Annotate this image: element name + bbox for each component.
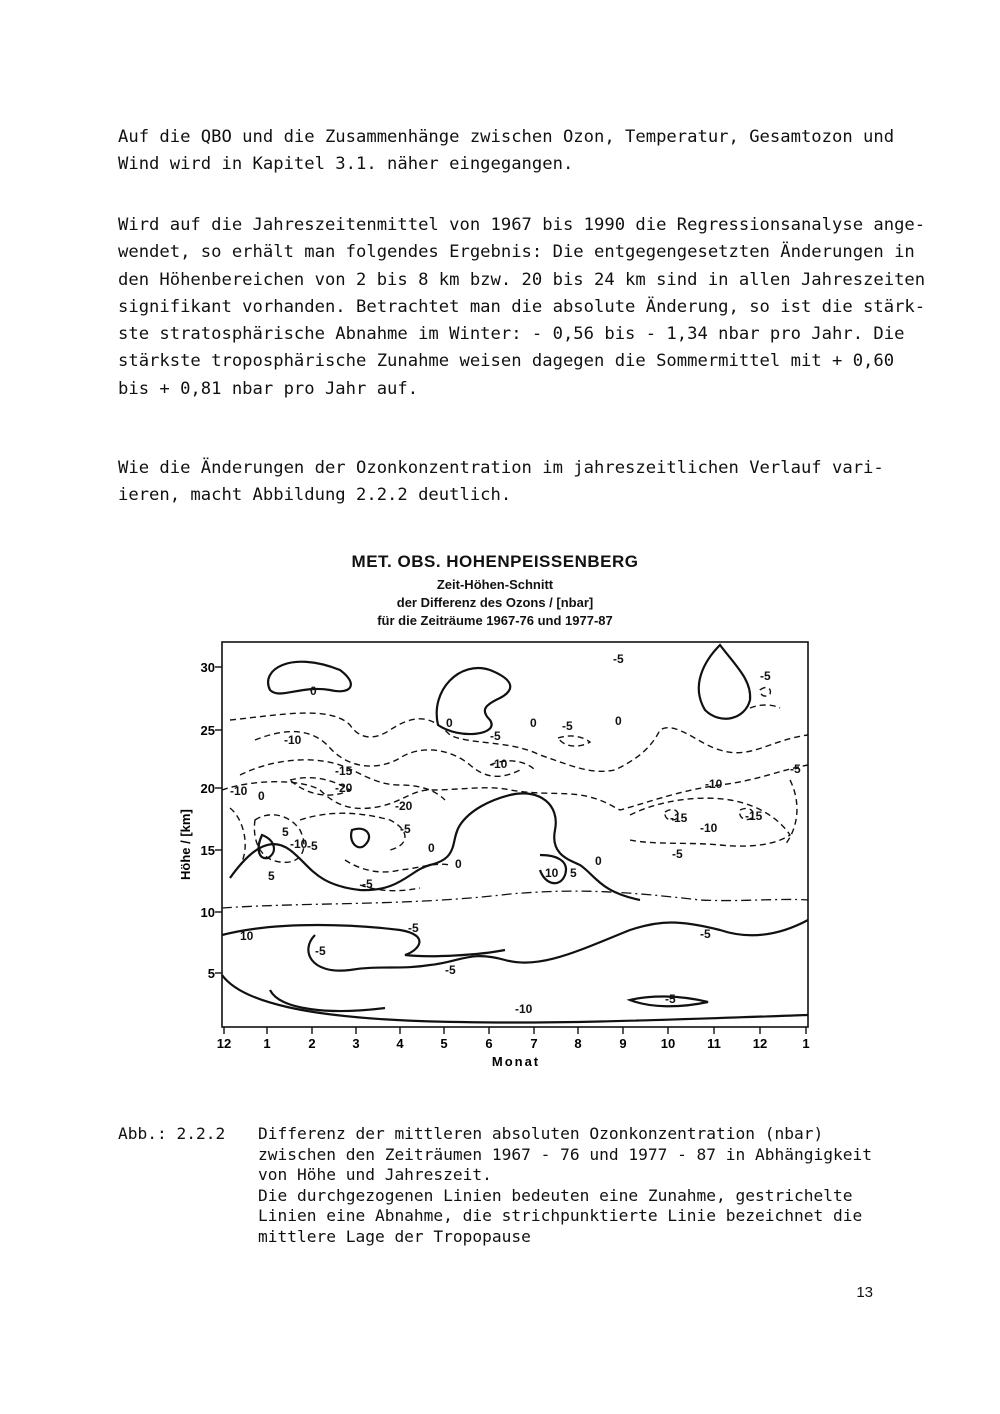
contour-line: [750, 705, 780, 708]
contour-line: [230, 808, 245, 865]
contour-label: -20: [395, 799, 413, 813]
contour-label: -10: [284, 733, 302, 747]
contour-label: -5: [672, 847, 683, 861]
contour-label: -10: [700, 821, 718, 835]
page-number: 13: [856, 1284, 873, 1301]
x-tick-labels: [217, 1036, 810, 1051]
figure-title: MET. OBS. HOHENPEISSENBERG: [351, 552, 639, 571]
text-line: Wird auf die Jahreszeitenmittel von 1967 bis 1990 die Regressionsanalyse ange-: [118, 215, 926, 235]
x-tick-label: 6: [485, 1036, 493, 1051]
y-axis-label: Höhe / [km]: [178, 809, 193, 880]
contour-label: -10: [230, 784, 248, 798]
contour-line: [760, 687, 770, 696]
caption-line: Die durchgezogenen Linien bedeuten eine Zunahme, gestrichelte: [258, 1185, 853, 1205]
text-line: den Höhenbereichen von 2 bis 8 km bzw. 20 bis 24 km sind in allen Jahreszeiten: [118, 269, 926, 290]
figure-subtitle: Zeit-Höhen-Schnitt: [436, 577, 554, 592]
figure-subtitle: der Differenz des Ozons / [nbar]: [396, 595, 594, 610]
text-line: Wie die Änderungen der Ozonkonzentration im jahreszeitlichen Verlauf vari-: [118, 458, 884, 478]
caption-line: zwischen den Zeiträumen 1967 - 76 und 1977 - 87 in Abhängigkeit: [258, 1144, 872, 1164]
contour-label: -5: [760, 669, 771, 683]
tropopause-line: [222, 891, 808, 908]
text-line: signifikant vorhanden. Betrachtet man die absolute Änderung, so ist die stärk-: [118, 296, 926, 317]
contour-label: -15: [670, 811, 688, 825]
y-tick-label: 15: [200, 843, 215, 858]
text-line: bis + 0,81 nbar pro Jahr auf.: [118, 378, 419, 399]
x-tick-label: 9: [619, 1036, 627, 1051]
x-tick-label: 1: [263, 1036, 271, 1051]
x-tick-label: 3: [352, 1036, 360, 1051]
solid-contours: [222, 645, 808, 1023]
y-tick-label: 25: [200, 723, 215, 738]
caption-line: mittlere Lage der Tropopause: [258, 1226, 531, 1246]
x-tick-label: 8: [574, 1036, 582, 1051]
contour-label: -5: [315, 944, 326, 958]
contour-label: 0: [446, 716, 453, 730]
y-tick-label: 30: [200, 660, 215, 675]
text-line: ste stratosphärische Abnahme im Winter: - 0,56 bis - 1,34 nbar pro Jahr. Die: [118, 324, 905, 345]
contour-line: [558, 736, 590, 746]
y-tick-labels: [201, 660, 215, 981]
contour-label: 0: [428, 841, 435, 855]
text-line: Auf die QBO und die Zusammenhänge zwischen Ozon, Temperatur, Gesamtozon und: [118, 127, 895, 147]
x-tick-label: 7: [530, 1036, 538, 1051]
text-line: stärkste troposphärische Zunahme weisen dagegen die Sommermittel mit + 0,60: [118, 351, 895, 372]
contour-figure: [160, 630, 820, 1070]
contour-label: -10: [290, 837, 308, 851]
text-line: Wind wird in Kapitel 3.1. näher eingegangen.: [118, 154, 574, 175]
contour-label: -5: [362, 877, 373, 891]
caption-text: [258, 1124, 888, 1248]
contour-label: 10: [240, 929, 254, 943]
contour-label: -5: [665, 992, 676, 1006]
contour-label: 0: [595, 854, 602, 868]
paragraph-1: [118, 124, 895, 179]
x-tick-label: 12: [216, 1036, 232, 1051]
contour-label: -10: [490, 757, 508, 771]
caption-line: Differenz der mittleren absoluten Ozonkonzentration (nbar): [258, 1124, 824, 1143]
paragraph-2: [118, 212, 926, 403]
contour-label: -5: [613, 652, 624, 666]
caption-label: Abb.: 2.2.2: [118, 1124, 226, 1143]
caption-line: von Höhe und Jahreszeit.: [258, 1165, 492, 1185]
x-tick-label: 1: [802, 1036, 810, 1051]
contour-label: -10: [705, 777, 723, 791]
contour-label: -10: [515, 1002, 533, 1016]
contour-label: -5: [790, 762, 801, 776]
text-line: wendet, so erhält man folgendes Ergebnis: Die entgegengesetzten Änderungen in: [118, 242, 915, 263]
plot-frame: [222, 642, 808, 1027]
contour-label: 5: [570, 866, 577, 880]
x-tick-label: 2: [308, 1036, 316, 1051]
paragraph-3: [118, 455, 884, 510]
contour-label: 10: [545, 866, 559, 880]
contour-label: -5: [700, 927, 711, 941]
y-ticks: [215, 667, 222, 973]
contour-label: -15: [335, 764, 353, 778]
contour-label: -5: [408, 921, 419, 935]
contour-label: -5: [307, 839, 318, 853]
contour-label: 0: [310, 684, 317, 698]
contour-line: [222, 925, 505, 956]
contour-line: [351, 829, 369, 848]
contour-line: [785, 780, 797, 845]
contour-line: [230, 713, 808, 771]
contour-label: 0: [258, 789, 265, 803]
y-tick-label: 20: [200, 781, 215, 796]
x-axis-label: Monat: [491, 1054, 541, 1069]
caption-line: Linien eine Abnahme, die strichpunktierte Linie bezeichnet die: [258, 1206, 863, 1226]
figure-subtitle: für die Zeiträume 1967-76 und 1977-87: [377, 613, 613, 628]
contour-label: -5: [400, 822, 411, 836]
contour-label: -15: [745, 809, 763, 823]
contour-label: -5: [562, 719, 573, 733]
y-tick-label: 10: [200, 905, 215, 920]
x-tick-label: 10: [660, 1036, 676, 1051]
contour-line: [345, 860, 450, 872]
contour-label: 0: [455, 857, 462, 871]
x-tick-label: 5: [440, 1036, 448, 1051]
contour-line: [699, 645, 750, 719]
x-tick-label: 12: [752, 1036, 768, 1051]
x-tick-label: 4: [396, 1036, 404, 1051]
contour-label: 0: [615, 714, 622, 728]
contour-label: -5: [445, 963, 456, 977]
contour-label: -20: [335, 781, 353, 795]
x-tick-label: 11: [707, 1036, 721, 1051]
y-tick-label: 5: [207, 966, 215, 981]
contour-label: 0: [530, 716, 537, 730]
contour-label: 5: [282, 825, 289, 839]
x-ticks: [224, 1027, 806, 1034]
contour-label: -5: [490, 729, 501, 743]
contour-label: 5: [268, 869, 275, 883]
text-line: ieren, macht Abbildung 2.2.2 deutlich.: [118, 485, 512, 506]
